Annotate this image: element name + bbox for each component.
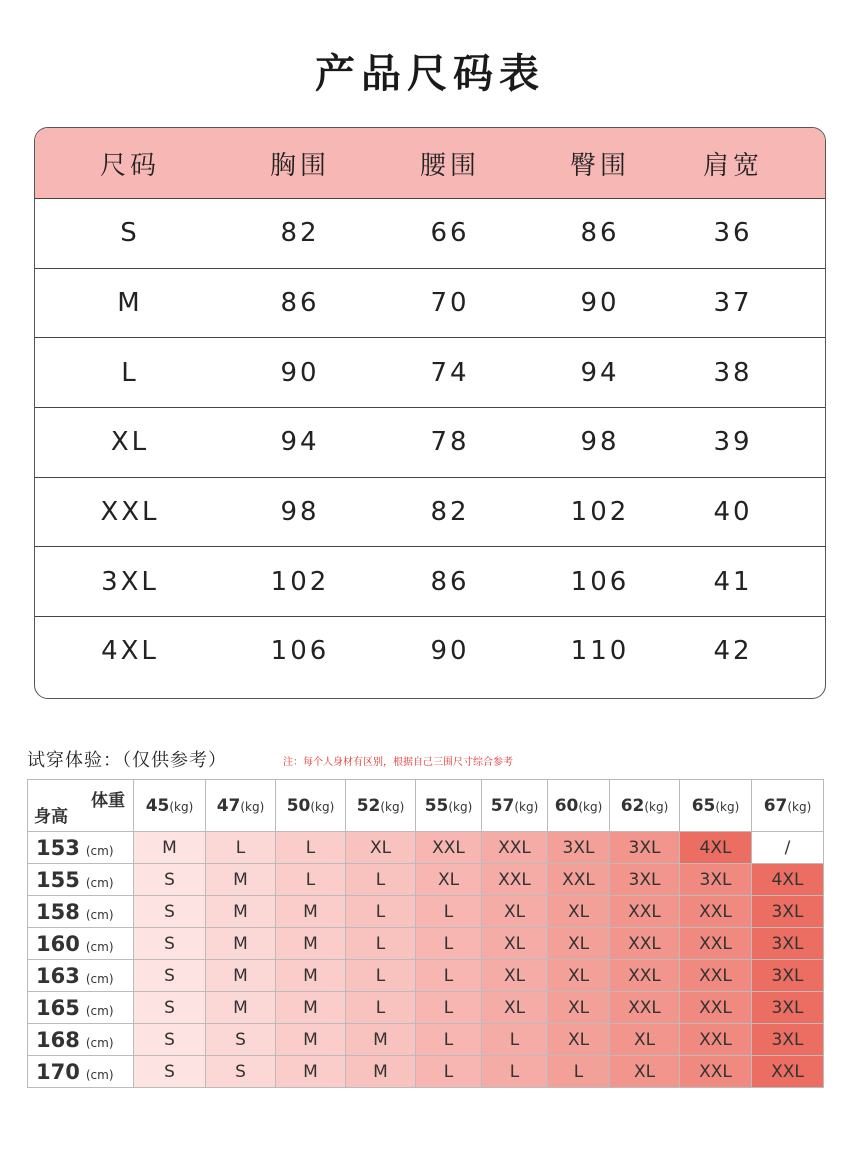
size-value-cell: 106 [570, 566, 630, 597]
fit-size-cell: XXL [680, 1056, 752, 1088]
size-value-cell: 106 [270, 636, 330, 667]
size-value-cell: 94 [580, 357, 620, 388]
fit-size-cell: XXL [610, 896, 680, 928]
size-value-cell: 98 [280, 497, 320, 528]
fit-size-cell: XL [548, 960, 610, 992]
fit-size-cell: L [346, 992, 416, 1024]
size-table-row [35, 407, 825, 477]
fit-size-cell: 4XL [752, 864, 824, 896]
fit-size-cell: M [276, 1024, 346, 1056]
fit-row [28, 992, 824, 1024]
fit-size-cell: XL [482, 992, 548, 1024]
fit-row [28, 864, 824, 896]
fit-size-cell: L [346, 896, 416, 928]
fit-size-cell: L [346, 864, 416, 896]
size-table-row [35, 268, 825, 338]
fit-table-header [28, 780, 824, 832]
height-cell: 158 (cm) [28, 896, 134, 928]
fit-size-cell: XXL [482, 832, 548, 864]
height-cell: 163 (cm) [28, 960, 134, 992]
fit-row [28, 928, 824, 960]
fit-size-cell: L [276, 864, 346, 896]
fit-size-cell: 3XL [752, 960, 824, 992]
fit-size-cell: 3XL [752, 928, 824, 960]
size-value-cell: 70 [430, 288, 470, 319]
fit-size-cell: L [346, 960, 416, 992]
fit-size-cell: L [548, 1056, 610, 1088]
fit-size-cell: L [416, 1056, 482, 1088]
fit-table [27, 779, 824, 1088]
size-value-cell: 90 [580, 288, 620, 319]
size-table-row [35, 616, 825, 686]
size-label-cell: S [120, 218, 140, 249]
fit-size-cell: L [482, 1024, 548, 1056]
fit-size-cell: XL [610, 1056, 680, 1088]
header-hip: 臀围 [569, 150, 630, 181]
fit-size-cell: S [134, 1056, 206, 1088]
fit-size-cell: 3XL [680, 864, 752, 896]
size-label-cell: 4XL [101, 636, 159, 667]
fit-size-cell: 3XL [610, 864, 680, 896]
fit-size-cell: XXL [680, 896, 752, 928]
fit-row [28, 832, 824, 864]
trial-note: 注：每个人身材有区别，根据自己三围尺寸综合参考 [283, 757, 513, 768]
weight-header-cell: 67(kg) [752, 780, 824, 832]
weight-header-cell: 65(kg) [680, 780, 752, 832]
fit-size-cell: XXL [680, 960, 752, 992]
fit-size-cell: XXL [548, 864, 610, 896]
fit-size-cell: M [346, 1056, 416, 1088]
fit-row [28, 1024, 824, 1056]
fit-size-cell: S [134, 1024, 206, 1056]
fit-size-cell: XXL [610, 992, 680, 1024]
fit-size-cell: 3XL [548, 832, 610, 864]
size-value-cell: 82 [280, 218, 320, 249]
fit-size-cell: L [206, 832, 276, 864]
corner-height-label: 身高 [34, 807, 68, 827]
size-value-cell: 94 [280, 427, 320, 458]
weight-header-cell: 60(kg) [548, 780, 610, 832]
weight-header-cell: 50(kg) [276, 780, 346, 832]
size-value-cell: 98 [580, 427, 620, 458]
size-table-row [35, 337, 825, 407]
fit-size-cell: S [134, 864, 206, 896]
fit-size-cell: L [416, 896, 482, 928]
fit-size-cell: L [416, 960, 482, 992]
fit-size-cell: XXL [680, 928, 752, 960]
fit-size-cell: XXL [416, 832, 482, 864]
size-value-cell: 110 [570, 636, 630, 667]
height-cell: 153 (cm) [28, 832, 134, 864]
fit-size-cell: XL [548, 992, 610, 1024]
fit-size-cell: M [346, 1024, 416, 1056]
fit-size-cell: M [206, 928, 276, 960]
size-table-row [35, 198, 825, 268]
size-label-cell: L [121, 357, 139, 388]
size-value-cell: 78 [430, 427, 470, 458]
fit-size-cell: L [416, 992, 482, 1024]
size-value-cell: 66 [430, 218, 470, 249]
weight-header-cell: 52(kg) [346, 780, 416, 832]
fit-size-cell: XXL [680, 1024, 752, 1056]
fit-size-cell: M [276, 1056, 346, 1088]
size-value-cell: 102 [270, 566, 330, 597]
weight-header-cell: 62(kg) [610, 780, 680, 832]
size-table-header [35, 128, 825, 198]
fit-size-cell: XL [482, 896, 548, 928]
fit-size-cell: 3XL [752, 1024, 824, 1056]
size-value-cell: 42 [713, 636, 753, 667]
trial-title: 试穿体验：（仅供参考） [27, 750, 227, 771]
fit-size-cell: 4XL [680, 832, 752, 864]
fit-size-cell: XXL [482, 864, 548, 896]
fit-size-cell: M [206, 992, 276, 1024]
fit-corner [28, 780, 134, 832]
size-value-cell: 82 [430, 497, 470, 528]
fit-size-cell: XL [482, 928, 548, 960]
fit-size-cell: M [276, 928, 346, 960]
size-value-cell: 86 [580, 218, 620, 249]
fit-size-cell: M [276, 896, 346, 928]
size-label-cell: M [117, 288, 143, 319]
weight-header-cell: 45(kg) [134, 780, 206, 832]
fit-size-cell: S [134, 960, 206, 992]
fit-size-cell: XL [610, 1024, 680, 1056]
fit-size-cell: XXL [752, 1056, 824, 1088]
fit-size-cell: L [482, 1056, 548, 1088]
weight-header-cell: 57(kg) [482, 780, 548, 832]
fit-size-cell: M [206, 864, 276, 896]
fit-size-cell: 3XL [752, 992, 824, 1024]
size-value-cell: 90 [280, 357, 320, 388]
size-value-cell: 40 [713, 497, 753, 528]
page-title: 产品尺码表 [315, 51, 545, 97]
size-table-row [35, 546, 825, 616]
height-cell: 165 (cm) [28, 992, 134, 1024]
size-value-cell: 36 [713, 218, 753, 249]
header-waist: 腰围 [419, 150, 480, 181]
fit-size-cell: M [206, 896, 276, 928]
header-chest: 胸围 [269, 150, 330, 181]
height-cell: 155 (cm) [28, 864, 134, 896]
size-value-cell: 41 [713, 566, 753, 597]
fit-size-cell: S [134, 992, 206, 1024]
fit-size-cell: XXL [680, 992, 752, 1024]
size-value-cell: 86 [280, 288, 320, 319]
header-shoulder: 肩宽 [703, 150, 764, 181]
size-value-cell: 86 [430, 566, 470, 597]
fit-size-cell: XL [482, 960, 548, 992]
header-size: 尺码 [99, 150, 160, 181]
fit-size-cell: S [134, 896, 206, 928]
fit-size-cell: XXL [610, 928, 680, 960]
height-cell: 168 (cm) [28, 1024, 134, 1056]
fit-size-cell: / [752, 832, 824, 864]
size-value-cell: 74 [430, 357, 470, 388]
weight-header-cell: 47(kg) [206, 780, 276, 832]
fit-size-cell: S [134, 928, 206, 960]
fit-size-cell: 3XL [610, 832, 680, 864]
height-cell: 170 (cm) [28, 1056, 134, 1088]
weight-header-cell: 55(kg) [416, 780, 482, 832]
size-value-cell: 39 [713, 427, 753, 458]
fit-size-cell: M [206, 960, 276, 992]
fit-row [28, 960, 824, 992]
fit-size-cell: M [276, 992, 346, 1024]
fit-size-cell: XL [548, 928, 610, 960]
fit-size-cell: M [134, 832, 206, 864]
size-value-cell: 38 [713, 357, 753, 388]
fit-size-cell: S [206, 1024, 276, 1056]
size-label-cell: XL [110, 427, 150, 458]
height-cell: 160 (cm) [28, 928, 134, 960]
size-value-cell: 102 [570, 497, 630, 528]
size-label-cell: 3XL [101, 566, 159, 597]
fit-size-cell: L [416, 1024, 482, 1056]
fit-size-cell: XL [416, 864, 482, 896]
fit-size-cell: L [276, 832, 346, 864]
size-table-row [35, 477, 825, 547]
corner-weight-label: 体重 [91, 791, 125, 811]
size-table [34, 127, 826, 699]
size-value-cell: 37 [713, 288, 753, 319]
fit-size-cell: M [276, 960, 346, 992]
fit-row [28, 1056, 824, 1088]
fit-size-cell: XL [548, 1024, 610, 1056]
fit-size-cell: L [416, 928, 482, 960]
size-label-cell: XXL [100, 497, 160, 528]
fit-size-cell: XXL [610, 960, 680, 992]
fit-row [28, 896, 824, 928]
fit-size-cell: L [346, 928, 416, 960]
size-value-cell: 90 [430, 636, 470, 667]
fit-size-cell: S [206, 1056, 276, 1088]
fit-size-cell: 3XL [752, 896, 824, 928]
fit-size-cell: XL [346, 832, 416, 864]
fit-size-cell: XL [548, 896, 610, 928]
